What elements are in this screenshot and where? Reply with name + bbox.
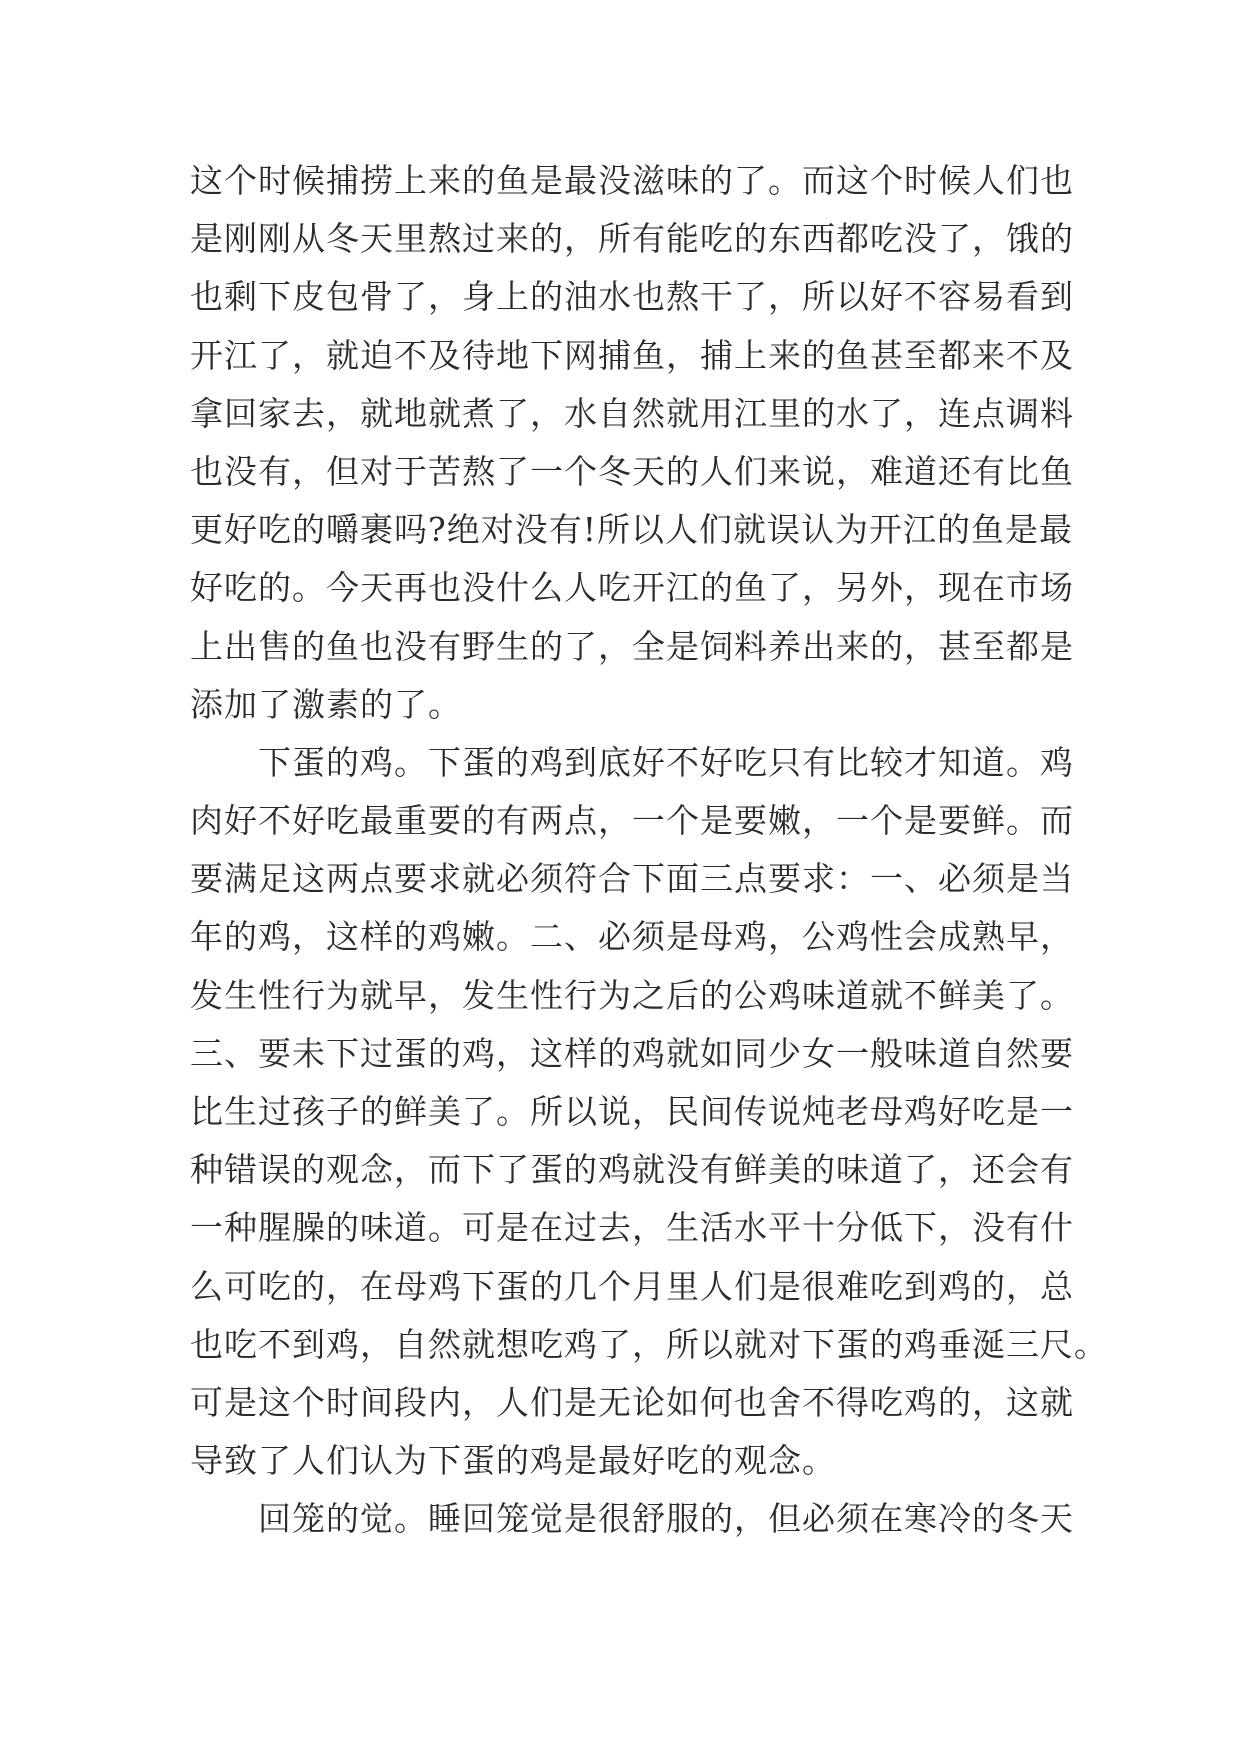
- text-line: 肉好不好吃最重要的有两点，一个是要嫩，一个是要鲜。而: [190, 801, 1074, 841]
- text-line: 要满足这两点要求就必须符合下面三点要求：一、必须是当: [190, 859, 1074, 899]
- text-line: 添加了激素的了。: [190, 684, 462, 724]
- text-line: 一种腥臊的味道。可是在过去，生活水平十分低下，没有什: [190, 1208, 1074, 1248]
- text-line: 开江了，就迫不及待地下网捕鱼，捕上来的鱼甚至都来不及: [190, 335, 1074, 375]
- text-line: 可是这个时间段内，人们是无论如何也舍不得吃鸡的，这就: [190, 1382, 1074, 1422]
- body-text: [190, 152, 1108, 1549]
- text-line: 三、要未下过蛋的鸡，这样的鸡就如同少女一般味道自然要: [190, 1033, 1074, 1073]
- text-line: 导致了人们认为下蛋的鸡是最好吃的观念。: [190, 1441, 836, 1481]
- text-line: 是刚刚从冬天里熬过来的，所有能吃的东西都吃没了，饿的: [190, 219, 1074, 259]
- text-line: 也没有，但对于苦熬了一个冬天的人们来说，难道还有比鱼: [190, 451, 1074, 491]
- text-line: 也剩下皮包骨了，身上的油水也熬干了，所以好不容易看到: [190, 277, 1074, 317]
- text-line: 拿回家去，就地就煮了，水自然就用江里的水了，连点调料: [190, 393, 1074, 433]
- paragraph-start-line: 下蛋的鸡。下蛋的鸡到底好不好吃只有比较才知道。鸡: [258, 742, 1074, 782]
- text-line: 更好吃的嚼裹吗?绝对没有!所以人们就误认为开江的鱼是最: [190, 510, 1073, 550]
- text-line: 比生过孩子的鲜美了。所以说，民间传说炖老母鸡好吃是一: [190, 1092, 1074, 1131]
- text-line: 么可吃的，在母鸡下蛋的几个月里人们是很难吃到鸡的，总: [190, 1266, 1074, 1306]
- text-line: 上出售的鱼也没有野生的了，全是饲料养出来的，甚至都是: [190, 626, 1074, 666]
- text-line: 也吃不到鸡，自然就想吃鸡了，所以就对下蛋的鸡垂涎三尺。: [190, 1324, 1108, 1364]
- text-line: 年的鸡，这样的鸡嫩。二、必须是母鸡，公鸡性会成熟早，: [190, 917, 1074, 957]
- text-line: 这个时候捕捞上来的鱼是最没滋味的了。而这个时候人们也: [190, 161, 1074, 200]
- text-line: 好吃的。今天再也没什么人吃开江的鱼了，另外，现在市场: [190, 568, 1074, 608]
- paragraph-start-line: 回笼的觉。睡回笼觉是很舒服的，但必须在寒冷的冬天: [258, 1499, 1074, 1539]
- text-line: 种错误的观念，而下了蛋的鸡就没有鲜美的味道了，还会有: [190, 1150, 1074, 1190]
- text-line: 发生性行为就早，发生性行为之后的公鸡味道就不鲜美了。: [190, 975, 1074, 1015]
